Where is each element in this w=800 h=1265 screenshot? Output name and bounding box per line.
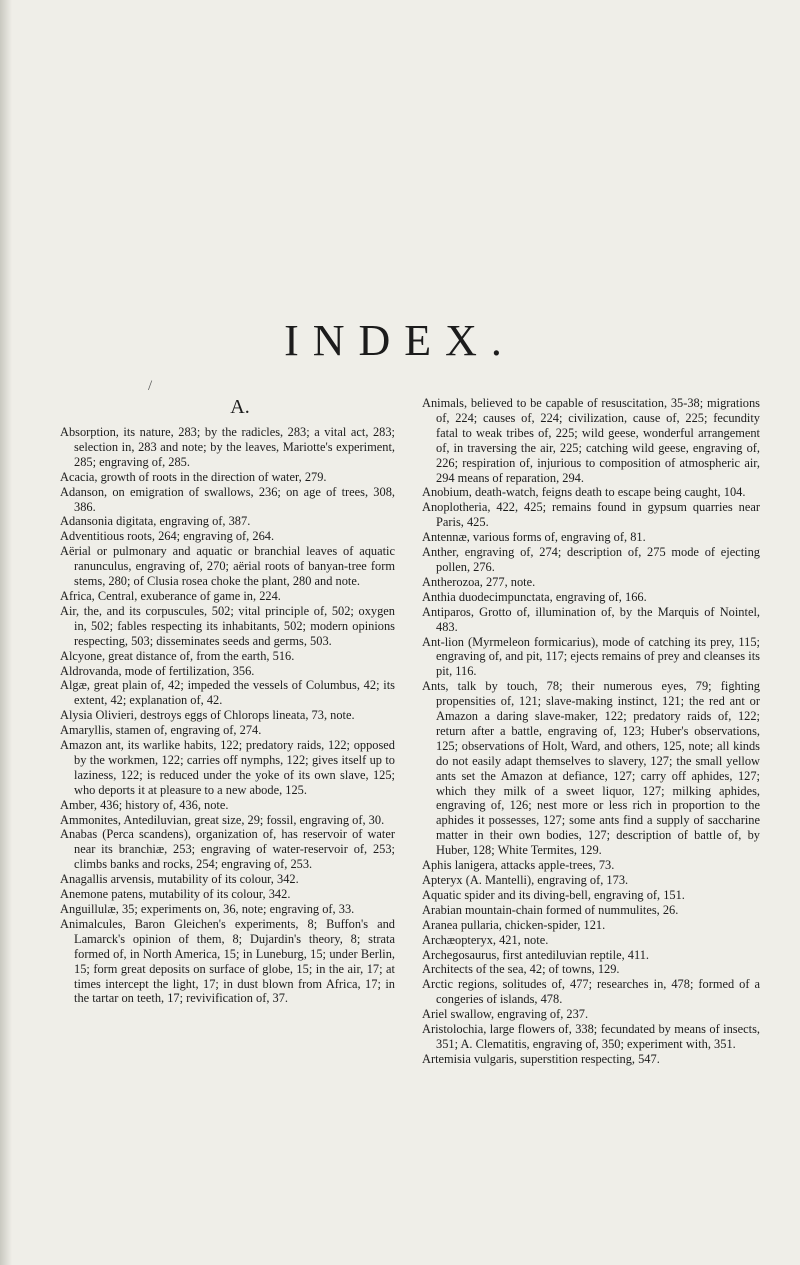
index-entry: Ant-lion (Myrmeleon formicarius), mode of catching its prey, 115; engraving of, and pit, 117; ejects remains of prey and cleanses its pit, 116. — [422, 634, 760, 679]
index-entry: Alysia Olivieri, destroys eggs of Chlorops lineata, 73, note. — [60, 708, 355, 723]
index-entry: Algæ, great plain of, 42; impeded the vessels of Columbus, 42; its extent, 42; explanation of, 42. — [60, 678, 395, 708]
right-column — [422, 396, 760, 1067]
index-entry: Aranea pullaria, chicken-spider, 121. — [422, 917, 606, 932]
index-entry: Adansonia digitata, engraving of, 387. — [60, 514, 251, 529]
index-entry: Anemone patens, mutability of its colour, 342. — [60, 887, 291, 902]
index-entry: Antennæ, various forms of, engraving of, 81. — [422, 530, 646, 545]
index-entry: Artemisia vulgaris, superstition respecting, 547. — [422, 1051, 660, 1066]
index-entry: Ammonites, Antediluvian, great size, 29; fossil, engraving of, 30. — [60, 812, 385, 827]
index-entry: Anguillulæ, 35; experiments on, 36, note; engraving of, 33. — [60, 902, 355, 916]
index-entry: Air, the, and its corpuscules, 502; vital principle of, 502; oxygen in, 502; fables respecting its inhabitants, 502; modern opinions respecting, 503; disseminates seeds and germs, 503. — [60, 603, 395, 648]
left-column — [60, 425, 395, 1006]
pencil-check-mark: / — [148, 378, 153, 394]
index-entry: Aphis lanigera, attacks apple-trees, 73. — [422, 858, 615, 873]
index-entry: Antherozoa, 277, note. — [422, 574, 536, 589]
index-entry: Anthia duodecimpunctata, engraving of, 166. — [422, 589, 647, 604]
index-entry: Ariel swallow, engraving of, 237. — [422, 1007, 589, 1022]
index-entry: Adventitious roots, 264; engraving of, 264. — [60, 529, 275, 544]
index-entry: Animals, believed to be capable of resuscitation, 35-38; migrations of, 224; causes of, 224; civilization, cause of, 225; fecundity fatal to weak tribes of, 225; wild geese, wonderful arrangement of, in traversing the air, 225; catching wild geese, engraving of, 226; respiration of, injurious to composition of atmospheric air, 294 means of reparation, 294. — [422, 396, 760, 485]
index-entry: Architects of the sea, 42; of towns, 129. — [422, 962, 620, 977]
index-entry: Archegosaurus, first antediluvian reptile, 411. — [422, 947, 649, 962]
index-entry: Absorption, its nature, 283; by the radicles, 283; a vital act, 283; selection in, 283 and note; by the leaves, Mariotte's experiment, 285; engraving of, 285. — [60, 425, 395, 469]
index-entry: Anabas (Perca scandens), organization of, has reservoir of water near its branchiæ, 253; engraving of water-reservoir of, 253; climbs banks and rocks, 254; engraving of, 253. — [60, 827, 395, 872]
index-entry: Archæopteryx, 421, note. — [422, 932, 549, 947]
index-entry: Arabian mountain-chain formed of nummulites, 26. — [422, 902, 679, 917]
index-entry: Anobium, death-watch, feigns death to escape being caught, 104. — [422, 485, 746, 500]
index-entry: Aldrovanda, mode of fertilization, 356. — [60, 663, 255, 678]
index-entry: Apteryx (A. Mantelli), engraving of, 173. — [422, 873, 629, 887]
index-entry: Africa, Central, exuberance of game in, 224. — [60, 588, 281, 603]
index-entry: Amaryllis, stamen of, engraving of, 274. — [60, 723, 262, 738]
index-entry: Adanson, on emigration of swallows, 236; on age of trees, 308, 386. — [60, 484, 395, 514]
index-entry: Amber, 436; history of, 436, note. — [60, 797, 229, 812]
index-entry: Acacia, growth of roots in the direction of water, 279. — [60, 469, 327, 484]
index-entry: Ants, talk by touch, 78; their numerous eyes, 79; fighting propensities of, 121; slave-making instinct, 121; the red ant or Amazon a daring slave-maker, 122; predatory raids of, 122; return after a battle, engraving of, 123; Huber's observations, 125; observations of Holt, Ward, and others, 125, note; all kinds do not easily adapt themselves to slavery, 127; the small yellow ants set the Amazon at defiance, 127; carry off aphides, 127; which they milk of a sweet liquor, 127; milking aphides, engraving of, 126; nest more or less rich in proportion to the aphides it possesses, 127; some ants find a supply of saccharine matter in their own bodies, 127; description of battle of, by Huber, 128; White Termites, 129. — [422, 679, 760, 858]
index-entry: Alcyone, great distance of, from the earth, 516. — [60, 648, 295, 663]
page-edge-shadow — [0, 0, 12, 1265]
index-entry: Arctic regions, solitudes of, 477; researches in, 478; formed of a congeries of islands, 478. — [422, 977, 760, 1007]
index-entry: Aërial or pulmonary and aquatic or branchial leaves of aquatic ranunculus, engraving of, 270; aërial roots of banyan-tree form stems, 280; of Clusia rosea choke the plant, 280 and note. — [60, 544, 395, 589]
index-entry: Animalcules, Baron Gleichen's experiments, 8; Buffon's and Lamarck's opinion of them, 8; Dujardin's theory, 8; strata formed of, in North America, 15; in Luneburg, 15; under Berlin, 15; form great deposits on surface of globe, 15; in the air, 17; at times intercept the light, 17; in dust blown from Africa, 17; in the tartar on teeth, 17; revivification of, 37. — [60, 916, 395, 1006]
section-letter: A. — [230, 396, 250, 418]
index-entry: Antiparos, Grotto of, illumination of, by the Marquis of Nointel, 483. — [422, 604, 760, 634]
page-title: INDEX. — [284, 316, 516, 366]
index-entry: Anagallis arvensis, mutability of its colour, 342. — [60, 872, 299, 887]
index-entry: Aristolochia, large flowers of, 338; fecundated by means of insects, 351; A. Clematitis, engraving of, 350; experiment with, 351. — [422, 1022, 760, 1051]
index-entry: Anther, engraving of, 274; description of, 275 mode of ejecting pollen, 276. — [422, 545, 760, 574]
index-entry: Anoplotheria, 422, 425; remains found in gypsum quarries near Paris, 425. — [422, 500, 760, 530]
index-entry: Aquatic spider and its diving-bell, engraving of, 151. — [422, 887, 685, 902]
index-entry: Amazon ant, its warlike habits, 122; predatory raids, 122; opposed by the workmen, 122; carries off nymphs, 122; gives itself up to laziness, 122; is reduced under the yoke of its own slave, 125; who deports it at pleasure to a new abode, 125. — [60, 738, 395, 797]
